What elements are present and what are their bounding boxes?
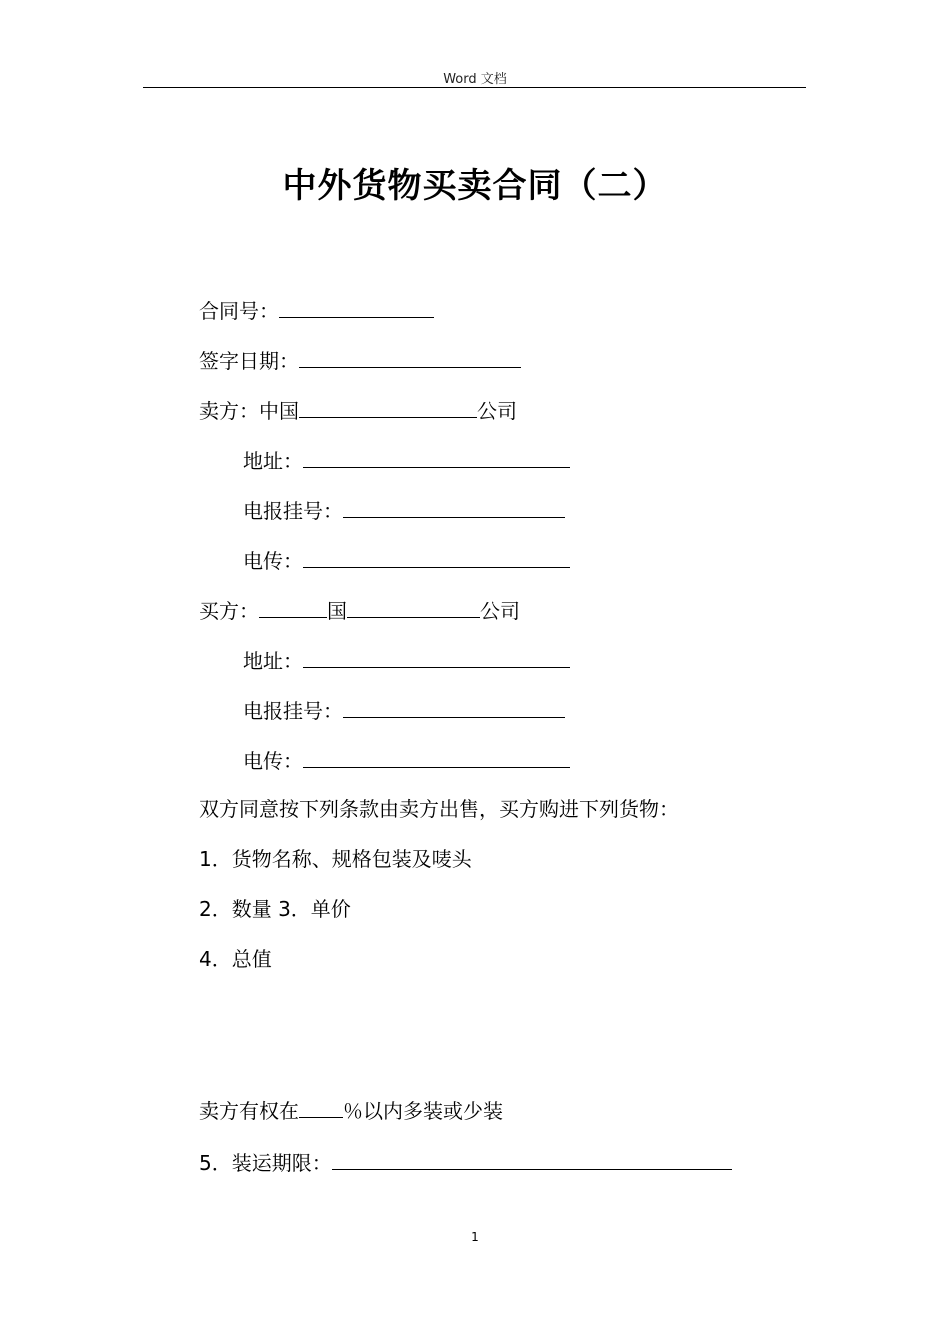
seller-address-line bbox=[243, 445, 570, 475]
buyer-label: 买方： bbox=[199, 599, 259, 623]
seller-cable-line bbox=[243, 495, 565, 525]
item-4: 4．总值 bbox=[199, 947, 272, 971]
seller-line bbox=[199, 395, 517, 425]
sign-date-label: 签字日期： bbox=[199, 349, 299, 373]
shipment-deadline-blank[interactable] bbox=[332, 1147, 732, 1170]
seller-company-blank[interactable] bbox=[299, 395, 477, 418]
contract-number-line bbox=[199, 295, 434, 325]
seller-fax-label: 电传： bbox=[243, 549, 303, 573]
seller-label: 卖方：中国 bbox=[199, 399, 299, 423]
buyer-address-blank[interactable] bbox=[303, 645, 570, 668]
buyer-country-suffix: 国 bbox=[327, 599, 347, 623]
item-5-line bbox=[199, 1147, 732, 1177]
tolerance-blank[interactable] bbox=[299, 1095, 343, 1118]
buyer-line bbox=[199, 595, 520, 625]
item-2-3: 2．数量 3．单价 bbox=[199, 897, 351, 921]
agreement-paragraph: 双方同意按下列条款由卖方出售，买方购进下列货物： bbox=[199, 797, 679, 821]
page-header: Word 文档 bbox=[443, 72, 507, 87]
tolerance-suffix: ％以内多装或少装 bbox=[343, 1099, 503, 1123]
contract-number-label: 合同号： bbox=[199, 299, 279, 323]
sign-date-blank[interactable] bbox=[299, 345, 521, 368]
buyer-cable-label: 电报挂号： bbox=[243, 699, 343, 723]
buyer-fax-line bbox=[243, 745, 570, 775]
buyer-cable-blank[interactable] bbox=[343, 695, 565, 718]
seller-cable-label: 电报挂号： bbox=[243, 499, 343, 523]
seller-cable-blank[interactable] bbox=[343, 495, 565, 518]
seller-address-label: 地址： bbox=[243, 449, 303, 473]
tolerance-line bbox=[199, 1095, 503, 1125]
tolerance-prefix: 卖方有权在 bbox=[199, 1099, 299, 1123]
seller-address-blank[interactable] bbox=[303, 445, 570, 468]
seller-company-suffix: 公司 bbox=[477, 399, 517, 423]
item-5-label: 5．装运期限： bbox=[199, 1151, 332, 1175]
buyer-address-label: 地址： bbox=[243, 649, 303, 673]
buyer-cable-line bbox=[243, 695, 565, 725]
seller-fax-line bbox=[243, 545, 570, 575]
buyer-company-suffix: 公司 bbox=[480, 599, 520, 623]
contract-number-blank[interactable] bbox=[279, 295, 434, 318]
buyer-address-line bbox=[243, 645, 570, 675]
buyer-company-blank[interactable] bbox=[347, 595, 480, 618]
item-1: 1．货物名称、规格包装及唛头 bbox=[199, 847, 472, 871]
sign-date-line bbox=[199, 345, 521, 375]
page-number: 1 bbox=[471, 1230, 479, 1244]
buyer-fax-blank[interactable] bbox=[303, 745, 570, 768]
buyer-fax-label: 电传： bbox=[243, 749, 303, 773]
seller-fax-blank[interactable] bbox=[303, 545, 570, 568]
document-title: 中外货物买卖合同（二） bbox=[282, 166, 668, 206]
header-rule bbox=[143, 87, 806, 88]
buyer-country-blank[interactable] bbox=[259, 595, 327, 618]
